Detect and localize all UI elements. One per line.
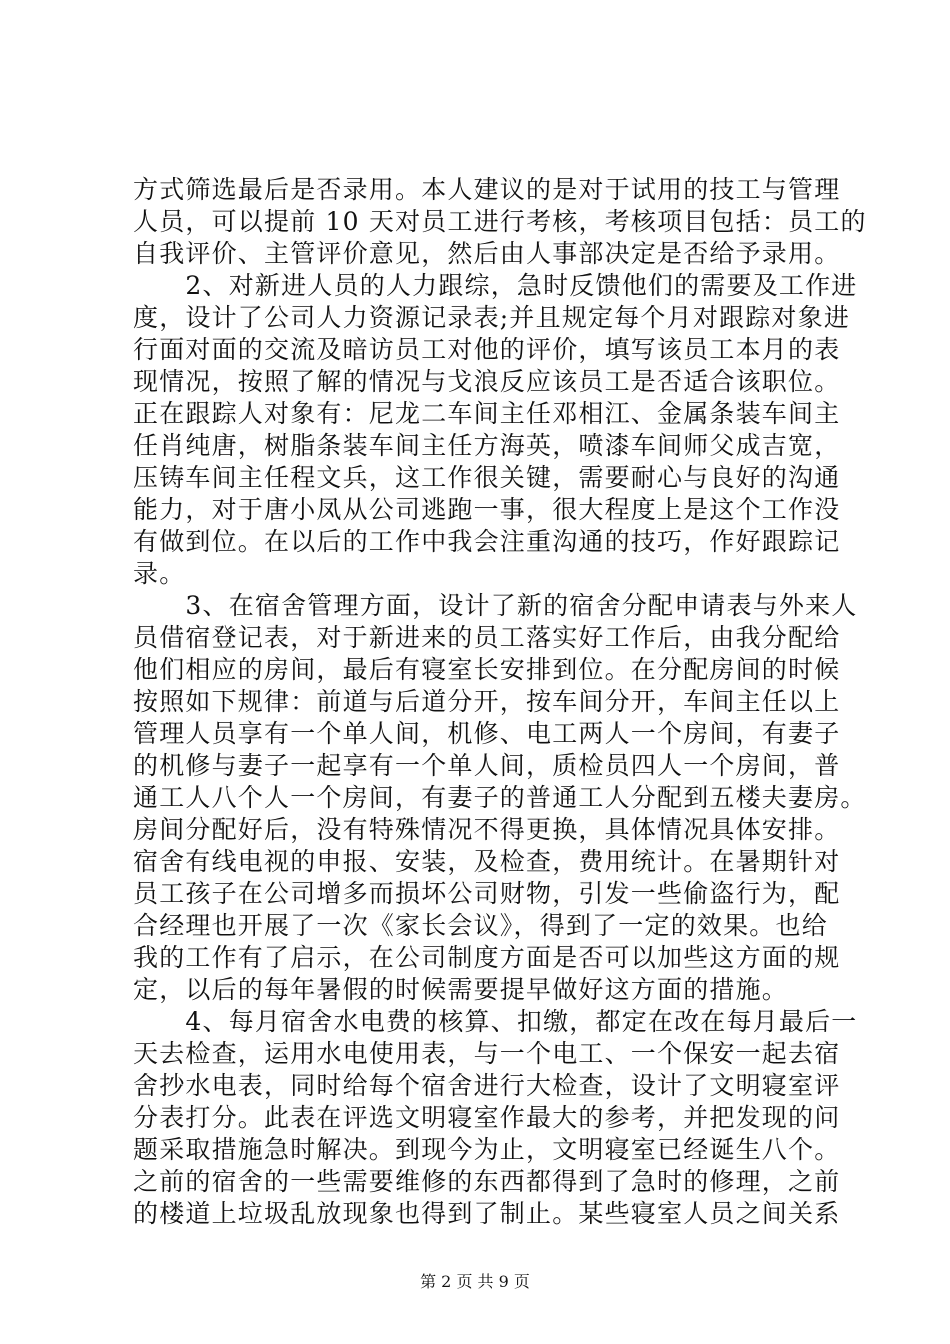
text-line: 员工孩子在公司增多而损坏公司财物，引发一些偷盗行为，配: [133, 879, 841, 908]
text-line: 有做到位。在以后的工作中我会注重沟通的技巧，作好跟踪记: [133, 527, 841, 556]
text-line: 分表打分。此表在评选文明寝室作最大的参考，并把发现的问: [133, 1103, 841, 1132]
text-line: 题采取措施急时解决。到现今为止，文明寝室已经诞生八个。: [133, 1135, 841, 1164]
text-line: 通工人八个人一个房间，有妻子的普通工人分配到五楼夫妻房。: [133, 783, 867, 812]
text-line: 的楼道上垃圾乱放现象也得到了制止。某些寝室人员之间关系: [133, 1199, 841, 1228]
text-line: 他们相应的房间，最后有寝室长安排到位。在分配房间的时候: [133, 655, 841, 684]
text-line: 2、对新进人员的人力跟综，急时反馈他们的需要及工作进: [133, 271, 858, 300]
text-line: 天去检查，运用水电使用表，与一个电工、一个保安一起去宿: [133, 1039, 841, 1068]
text-line: 4、每月宿舍水电费的核算、扣缴，都定在改在每月最后一: [133, 1007, 858, 1036]
text-line: 自我评价、主管评价意见，然后由人事部决定是否给予录用。: [133, 239, 841, 268]
text-line: 员借宿登记表，对于新进来的员工落实好工作后，由我分配给: [133, 623, 841, 652]
text-line: 房间分配好后，没有特殊情况不得更换，具体情况具体安排。: [133, 815, 841, 844]
text-line: 人员，可以提前 10 天对员工进行考核，考核项目包括：员工的: [133, 207, 867, 236]
text-line: 之前的宿舍的一些需要维修的东西都得到了急时的修理，之前: [133, 1167, 841, 1196]
text-line: 能力，对于唐小凤从公司逃跑一事，很大程度上是这个工作没: [133, 495, 841, 524]
text-line: 3、在宿舍管理方面，设计了新的宿舍分配申请表与外来人: [133, 591, 858, 620]
text-line: 行面对面的交流及暗访员工对他的评价，填写该员工本月的表: [133, 335, 841, 364]
text-line: 按照如下规律：前道与后道分开，按车间分开，车间主任以上: [133, 687, 841, 716]
text-line: 的机修与妻子一起享有一个单人间，质检员四人一个房间，普: [133, 751, 841, 780]
page-number-footer: 第 2 页 共 9 页: [420, 1272, 530, 1291]
text-line: 定，以后的每年暑假的时候需要提早做好这方面的措施。: [133, 975, 789, 1004]
text-line: 管理人员享有一个单人间，机修、电工两人一个房间，有妻子: [133, 719, 841, 748]
text-line: 现情况，按照了解的情况与戈浪反应该员工是否适合该职位。: [133, 367, 841, 396]
text-line: 任肖纯唐，树脂条装车间主任方海英，喷漆车间师父成吉宽，: [133, 431, 841, 460]
text-line: 宿舍有线电视的申报、安装，及检查，费用统计。在暑期针对: [133, 847, 841, 876]
body-text: [133, 174, 867, 1230]
text-line: 舍抄水电表，同时给每个宿舍进行大检查，设计了文明寝室评: [133, 1071, 841, 1100]
text-line: 度，设计了公司人力资源记录表;并且规定每个月对跟踪对象进: [133, 303, 851, 332]
text-line: 录。: [133, 559, 186, 588]
text-line: 我的工作有了启示，在公司制度方面是否可以加些这方面的规: [133, 943, 841, 972]
text-line: 方式筛选最后是否录用。本人建议的是对于试用的技工与管理: [133, 175, 841, 204]
text-line: 合经理也开展了一次《家长会议》，得到了一定的效果。也给: [133, 911, 828, 940]
text-line: 正在跟踪人对象有：尼龙二车间主任邓相江、金属条装车间主: [133, 399, 841, 428]
text-line: 压铸车间主任程文兵，这工作很关键，需要耐心与良好的沟通: [133, 463, 841, 492]
